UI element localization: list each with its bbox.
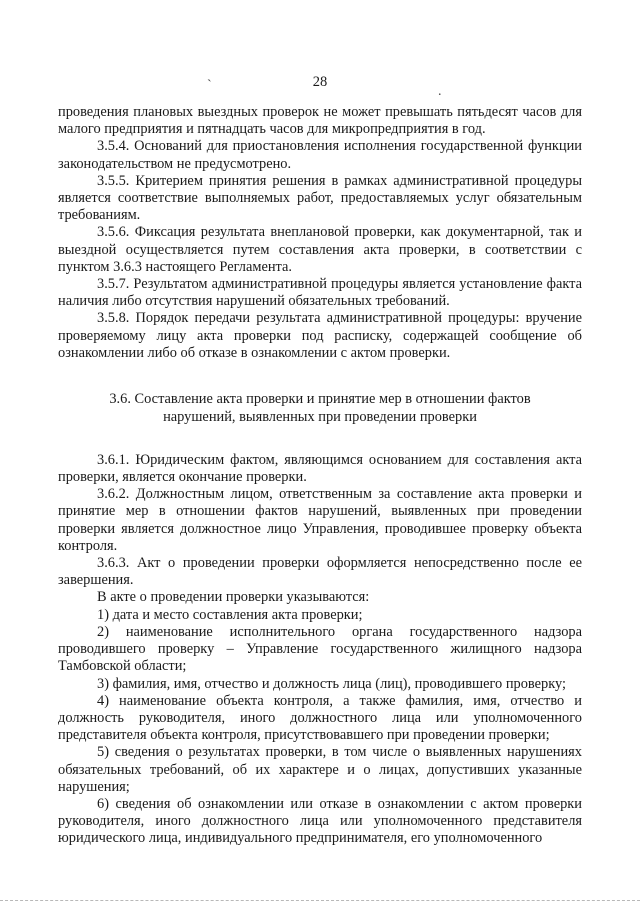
section-heading-line-2: нарушений, выявленных при проведении проверки: [163, 409, 477, 426]
paragraphs-top: [58, 104, 582, 362]
page-number: 28: [312, 74, 328, 90]
page-bottom-edge: [0, 900, 640, 903]
section-heading-line-1: 3.6. Составление акта проверки и принятие мер в отношении фактов: [109, 391, 531, 408]
paragraph-item-5: 5) сведения о результатах проверки, в том числе о выявленных нарушениях обязательных требований, об их характере и о лицах, допустивших указанные нарушения;: [58, 744, 582, 795]
paragraph-item-6: 6) сведения об ознакомлении или отказе в ознакомлении с актом проверки руководителя, иного должностного лица или уполномоченного представителя юридического лица, индивидуального предпринимателя, его уполномоченного: [58, 795, 582, 847]
paragraph-3-6-1: 3.6.1. Юридическим фактом, являющимся основанием для составления акта проверки, является окончание проверки.: [58, 451, 582, 486]
paragraph-continued: проведения плановых выездных проверок не может превышать пятьдесят часов для малого предприятия и пятнадцать часов для микропредприятия в год.: [58, 104, 582, 138]
paragraph-3-5-5: 3.5.5. Критерием принятия решения в рамках административной процедуры является соответствие выполняемых работ, предоставляемых услуг обязательным требованиям.: [58, 172, 582, 224]
paragraph-list-intro: В акте о проведении проверки указываются:: [97, 589, 370, 606]
paragraphs-bottom: [58, 452, 582, 848]
paragraph-3-5-7: 3.5.7. Результатом административной процедуры является установление факта наличия либо отсутствия нарушений обязательных требований.: [58, 276, 582, 310]
document-body: [58, 104, 582, 848]
paragraph-item-3: 3) фамилия, имя, отчество и должность лица (лиц), проводившего проверку;: [97, 675, 567, 692]
paragraph-item-4: 4) наименование объекта контроля, а также фамилия, имя, отчество и должность руководителя, иного должностного лица или уполномоченного представителя объекта контроля, присутствовавшего при проведении проверки;: [58, 692, 582, 744]
paragraph-3-5-4: 3.5.4. Оснований для приостановления исполнения государственной функции законодательством не предусмотрено.: [58, 138, 582, 172]
paragraph-item-2: 2) наименование исполнительного органа государственного надзора проводившего проверку – Управление государственного жилищного надзора Тамбовской области;: [58, 623, 582, 675]
scan-mark: ˋ: [207, 78, 212, 93]
paragraph-3-5-8: 3.5.8. Порядок передачи результата административной процедуры: вручение проверяемому лицу акта проверки под расписку, содержащей сообщение об ознакомлении либо об отказе в ознакомлении с актом проверки.: [58, 310, 582, 361]
scan-mark: .: [438, 84, 442, 99]
paragraph-3-5-6: 3.5.6. Фиксация результата внеплановой проверки, как документарной, так и выездной осуществляется путем составления акта проверки, в соответствии с пунктом 3.6.3 настоящего Регламента.: [58, 224, 582, 275]
paragraph-3-6-2: 3.6.2. Должностным лицом, ответственным за составление акта проверки и принятие мер в отношении фактов нарушений, выявленных при проведении проверки является должностное лицо Управления, проводившее проверку объекта контроля.: [58, 486, 582, 554]
section-heading: [58, 390, 582, 427]
paragraph-3-6-3: 3.6.3. Акт о проведении проверки оформляется непосредственно после ее завершения.: [58, 555, 582, 589]
paragraph-item-1: 1) дата и место составления акта проверки;: [97, 606, 363, 623]
